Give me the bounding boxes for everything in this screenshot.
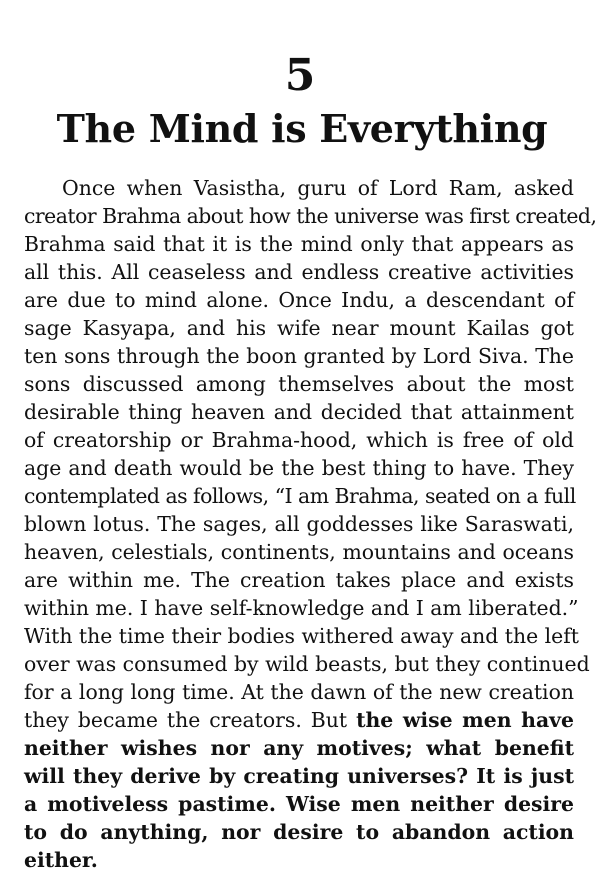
bold-body-line: neither wishes nor any motives; what benefit (24, 736, 574, 760)
chapter-title: The Mind is Everything (56, 106, 548, 151)
body-line-mixed (24, 706, 574, 734)
body-line: heaven, celestials, continents, mountains and oceans (24, 540, 574, 564)
plain-text-run: they became the creators. But (24, 708, 357, 732)
body-line: ten sons through the boon granted by Lord Siva. The (24, 344, 574, 368)
body-line: creator Brahma about how the universe was first created, (24, 204, 597, 228)
chapter-number: 5 (284, 50, 316, 101)
bold-body-line: will they derive by creating universes? It is just (24, 764, 574, 788)
bold-body-line: a motiveless pastime. Wise men neither desire (24, 792, 574, 816)
body-line: age and death would be the best thing to have. They (24, 456, 574, 480)
body-line: With the time their bodies withered away and the left (24, 624, 579, 648)
body-line: are within me. The creation takes place and exists (24, 568, 574, 592)
chapter-body (24, 174, 597, 874)
body-line: sons discussed among themselves about the most (24, 372, 574, 396)
body-line: within me. I have self-knowledge and I am liberated.” (24, 596, 579, 620)
body-line: for a long long time. At the dawn of the new creation (24, 680, 574, 704)
body-line: sage Kasyapa, and his wife near mount Kailas got (24, 316, 574, 340)
body-line: desirable thing heaven and decided that attainment (24, 400, 574, 424)
body-line: blown lotus. The sages, all goddesses like Saraswati, (24, 512, 574, 536)
body-line: of creatorship or Brahma-hood, which is free of old (24, 428, 574, 452)
body-line: Once when Vasistha, guru of Lord Ram, asked (62, 176, 574, 200)
bold-body-line: to do anything, nor desire to abandon action (24, 820, 574, 844)
body-line: are due to mind alone. Once Indu, a descendant of (24, 288, 574, 312)
bold-body-line: either. (24, 848, 98, 872)
body-line: Brahma said that it is the mind only that appears as (24, 232, 574, 256)
body-line: all this. All ceaseless and endless creative activities (24, 260, 574, 284)
body-line: over was consumed by wild beasts, but they continued (24, 652, 590, 676)
bold-text-run: the wise men have (356, 708, 574, 732)
body-line: contemplated as follows, “I am Brahma, seated on a full (24, 484, 576, 508)
